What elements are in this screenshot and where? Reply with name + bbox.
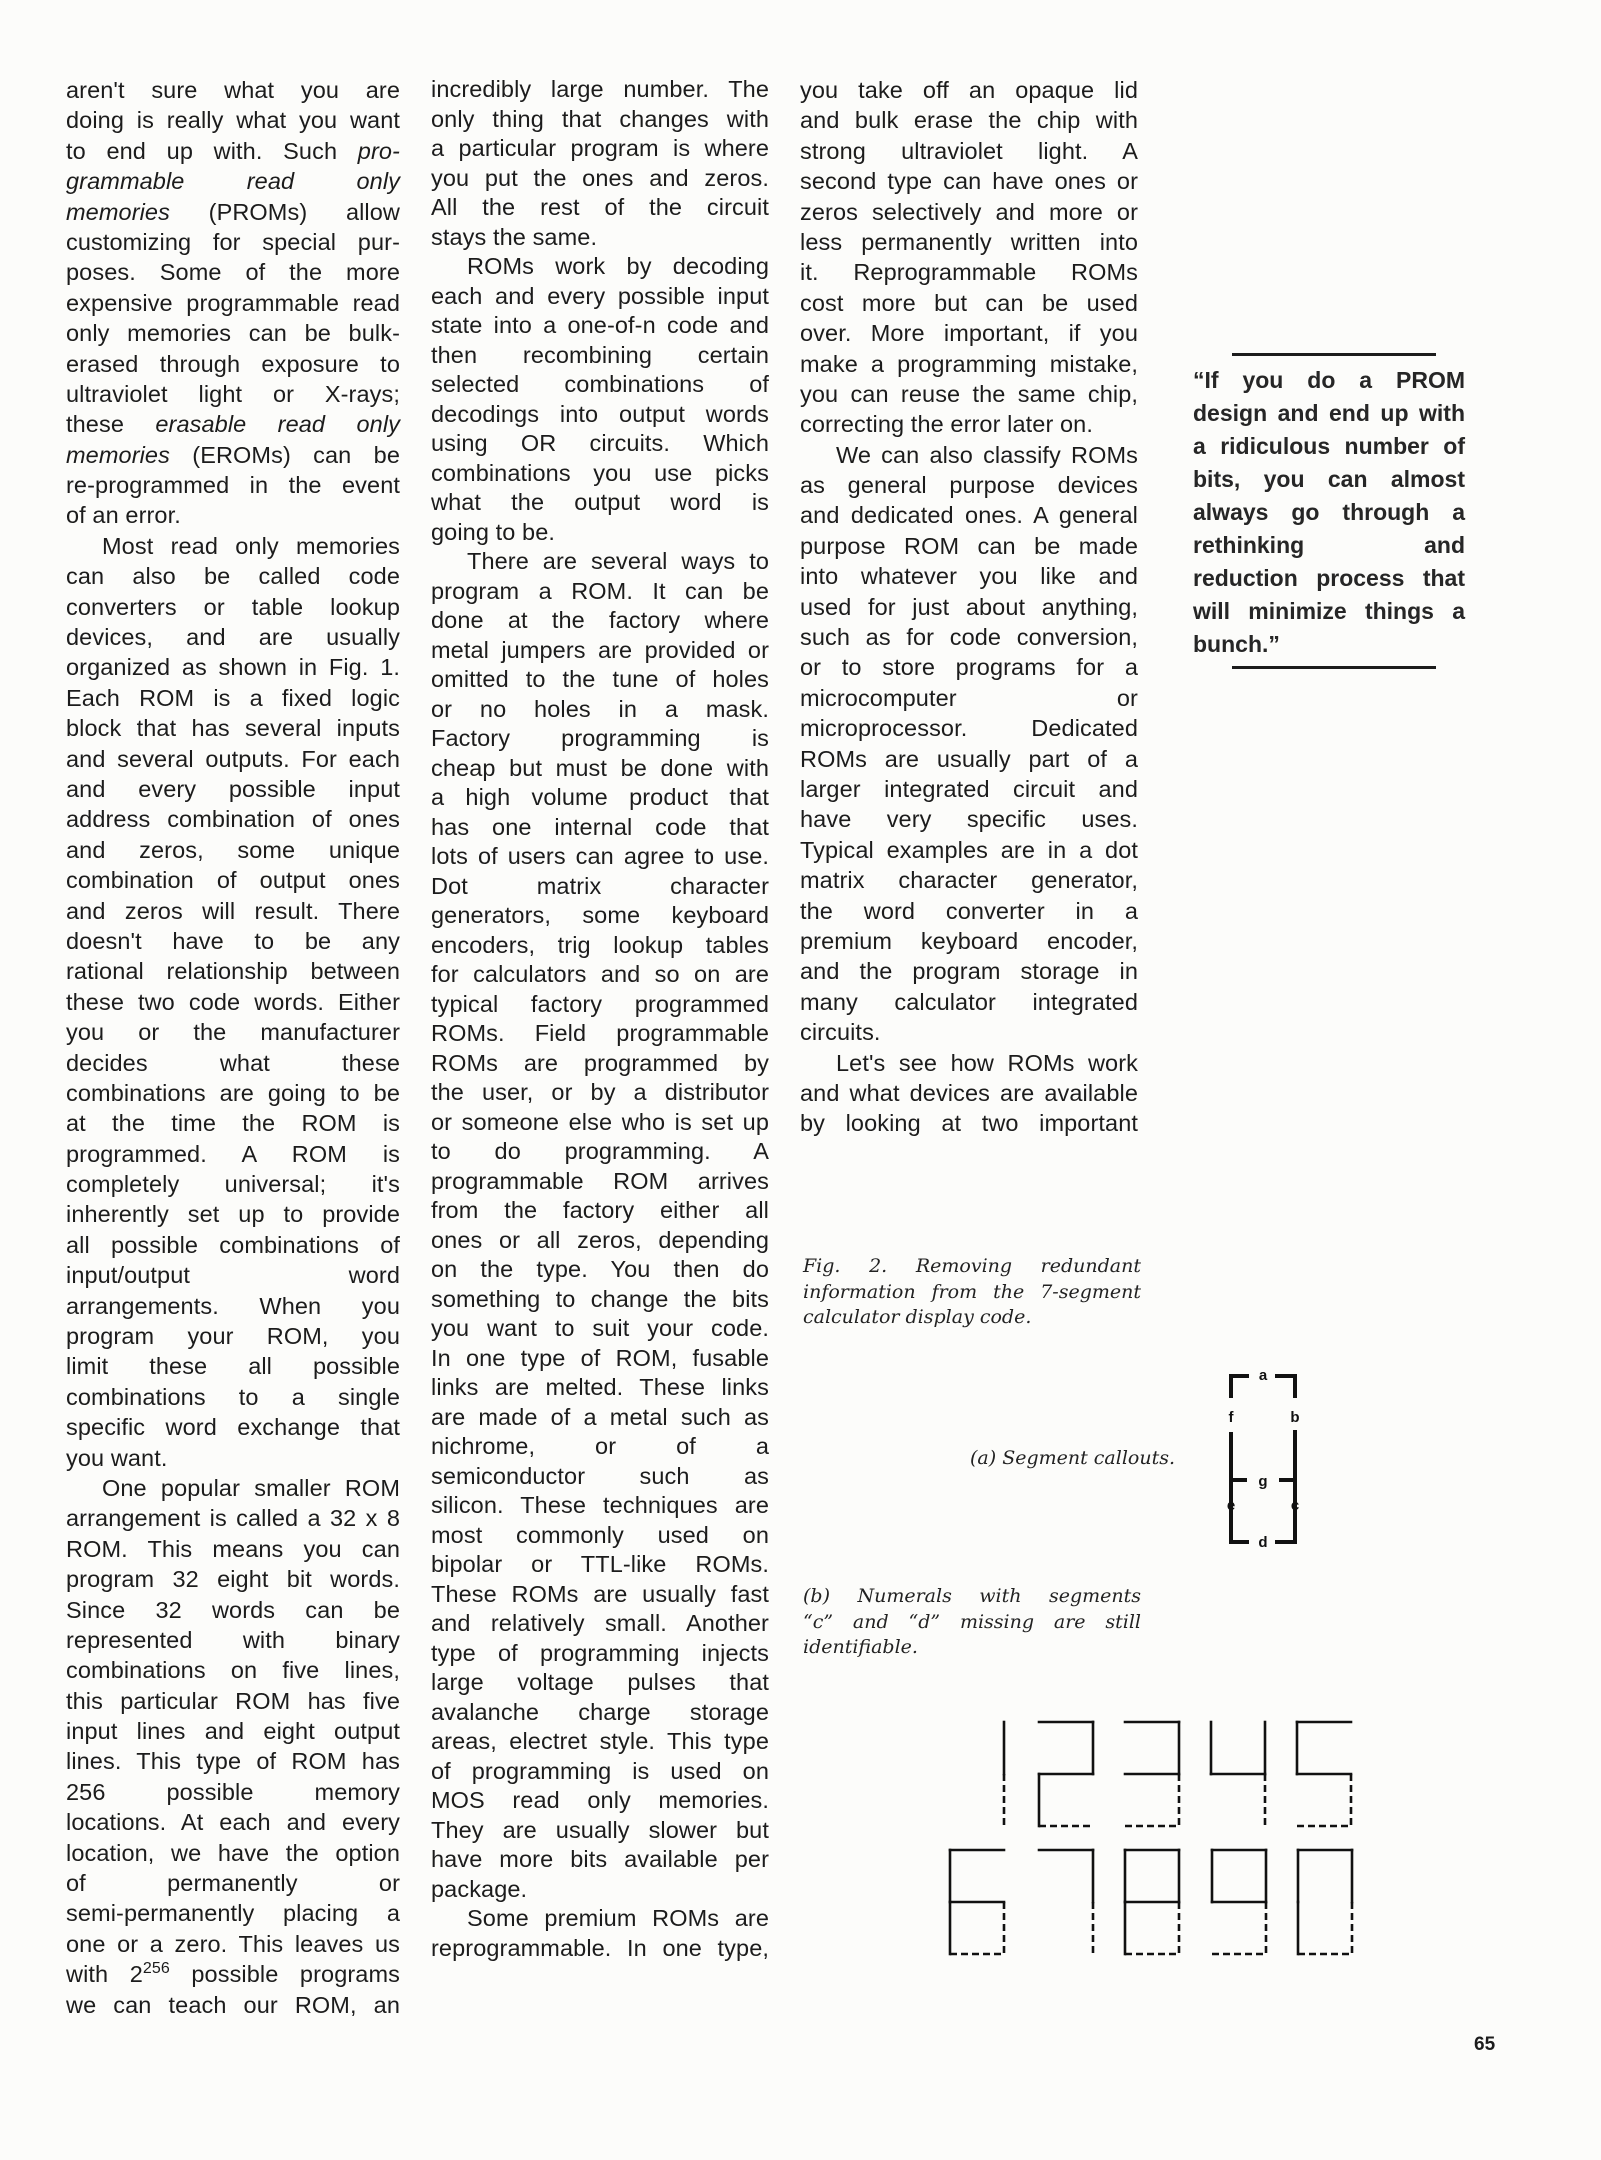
segment-label-g: g [1258,1473,1268,1490]
text-line: information from the 7-segment [803,1280,1141,1303]
text-line: decides what these [66,1049,400,1076]
italic-text: memories [66,198,170,225]
text-line: poses. Some of the more [66,259,400,286]
text-line: you take off an opaque lid [800,77,1138,103]
text-run: (PROMs) allow [169,198,400,225]
text-line: strong ultraviolet light. A [800,137,1138,164]
text-line: only thing that changes with [431,105,769,132]
text-line: or no holes in a mask. [431,695,769,722]
text-line: reduction process that [1193,565,1465,591]
text-line: inherently set up to provide [66,1201,400,1228]
text-line: links are melted. These links [431,1374,769,1400]
text-line: completely universal; it's [66,1171,400,1198]
text-line: re-programmed in the event [66,472,400,499]
text-line: We can also classify ROMs [836,441,1138,468]
text-line: over. More important, if you [800,320,1138,347]
text-line: locations. At each and every [66,1809,400,1836]
text-line: at the time the ROM is [66,1110,400,1137]
part-a-caption: (a) Segment callouts. [970,1447,1176,1469]
text-line: have more bits available per [431,1846,769,1872]
numeral-0 [1298,1850,1352,1954]
text-line: stays the same. [431,223,598,250]
text-line: into whatever you like and [800,563,1138,590]
italic-text: memories [66,441,170,468]
text-line: has one internal code that [431,813,769,840]
text-line: “If you do a PROM [1193,367,1465,393]
text-line: ones or all zeros, depending [431,1226,769,1253]
text-line: block that has several inputs [66,715,400,742]
text-line: devices, and are usually [66,624,400,651]
text-line: or to store programs for a [800,654,1138,681]
text-line: (b) Numerals with segments [803,1585,1141,1607]
text-line: location, we have the option [66,1839,400,1866]
text-run: to end up with. Such [66,137,358,164]
text-line: design and end up with [1193,400,1465,426]
italic-text: erasable read only [155,411,400,438]
text-line: of programming is used on [431,1757,769,1784]
numeral-9 [1212,1850,1266,1954]
numeral-4 [1211,1722,1265,1826]
text-line: bunch.” [1193,631,1280,657]
text-line: combinations to a single [66,1383,400,1410]
text-line: represented with binary [66,1626,400,1653]
numeral-7 [1039,1850,1093,1954]
text-line: There are several ways to [467,548,769,574]
text-line: microcomputer or [800,684,1138,711]
text-line: incredibly large number. The [431,76,769,102]
text-line: In one type of ROM, fusable [431,1344,769,1371]
numeral-3 [1125,1722,1179,1826]
text-line: of an error. [66,502,181,529]
text-line: ROMs. Field programmable [431,1020,769,1046]
text-line: bits, you can almost [1193,466,1465,492]
text-line: expensive programmable read [66,289,400,316]
text-line: cheap but must be done with [431,754,769,781]
segment-label-b: b [1290,1409,1300,1426]
text-run: (EROMs) can be [169,441,400,468]
text-line: rethinking and [1193,532,1465,558]
text-line: purpose ROM can be made [800,532,1138,559]
numeral-6 [950,1850,1004,1954]
text-line: less permanently written into [800,228,1138,255]
text-line: the user, or by a distributor [431,1079,769,1105]
page-number: 65 [1474,2034,1496,2055]
text-line: program a ROM. It can be [431,577,769,604]
text-line: address combination of ones [66,806,400,833]
text-line: omitted to the tune of holes [431,666,769,692]
text-line: then recombining certain [431,341,769,368]
text-line: make a programming mistake, [800,350,1138,377]
text-line: They are usually slower but [431,1816,769,1843]
text-line: encoders, trig lookup tables [431,931,769,958]
text-line: this particular ROM has five [66,1687,400,1714]
text-line: these two code words. Either [66,988,400,1015]
text-line: Fig. 2. Removing redundant [803,1255,1141,1277]
text-line: combinations are going to be [66,1079,400,1106]
text-line: ultraviolet light or X-rays; [66,380,400,407]
numeral-8 [1125,1850,1179,1954]
segment-label-c: c [1290,1497,1300,1514]
text-line: as general purpose devices [800,472,1138,499]
text-line: These ROMs are usually fast [431,1580,769,1607]
text-line: something to change the bits [431,1285,769,1312]
text-line: customizing for special pur- [66,228,400,255]
text-line: avalanche charge storage [431,1698,769,1725]
text-line: arrangement is called a 32 x 8 [66,1505,400,1532]
text-line: used for just about anything, [800,593,1138,620]
text-line: a particular program is where [431,135,769,161]
text-line: you can reuse the same chip, [800,380,1138,407]
text-line: done at the factory where [431,607,769,633]
text-line: by looking at two important [800,1110,1138,1137]
text-line: you or the manufacturer [66,1019,400,1046]
text-line: a ridiculous number of [1193,433,1465,459]
text-line: combination of output ones [66,867,400,894]
numeral-2 [1039,1722,1093,1826]
segment-label-e: e [1226,1497,1236,1514]
text-line: combinations you use picks [431,459,769,486]
text-line: zeros selectively and more or [800,198,1138,225]
text-line: Each ROM is a fixed logic [66,684,400,711]
text-line: input/output word [66,1262,400,1289]
text-line: Let's see how ROMs work [836,1049,1138,1076]
text-line: and bulk erase the chip with [800,107,1138,134]
text-line: aren't sure what you are [66,77,400,103]
text-line: we can teach our ROM, an [66,1991,400,2018]
segment-label-f: f [1228,1409,1234,1426]
text-line: state into a one-of-n code and [431,312,769,338]
text-line: ROMs are usually part of a [800,745,1138,772]
text-line: Some premium ROMs are [467,1905,769,1931]
text-line: can also be called code [66,563,400,590]
text-line: input lines and eight output [66,1718,400,1745]
text-line: you want to suit your code. [431,1315,769,1341]
text-line: combinations on five lines, [66,1657,400,1684]
text-line: and dedicated ones. A general [800,502,1138,529]
text-line: you put the ones and zeros. [431,164,769,191]
text-line: cost more but can be used [800,289,1138,316]
text-line: arrangements. When you [66,1292,400,1319]
text-line: “c” and “d” missing are still [803,1610,1141,1633]
text-line: 256 possible memory [66,1778,400,1805]
text-line: generators, some keyboard [431,902,769,928]
text-line: rational relationship between [66,958,400,985]
text-line: calculator display code. [803,1306,1032,1328]
text-line: organized as shown in Fig. 1. [66,654,400,681]
text-line: each and every possible input [431,282,769,309]
text-line: metal jumpers are provided or [431,636,769,663]
text-line: will minimize things a [1193,598,1465,624]
text-line: and relatively small. Another [431,1610,769,1636]
text-line: Dot matrix character [431,872,769,899]
text-line: doesn't have to be any [66,927,400,954]
text-line: lines. This type of ROM has [66,1748,400,1775]
text-line: nichrome, or of a [431,1433,769,1459]
text-line: one or a zero. This leaves us [66,1930,400,1957]
text-line: correcting the error later on. [800,411,1093,438]
text-line: doing is really what you want [66,107,400,134]
text-line: Since 32 words can be [66,1596,400,1623]
text-line: it. Reprogrammable ROMs [800,259,1138,286]
italic-text: pro- [357,137,400,164]
text-line: larger integrated circuit and [800,775,1138,802]
text-line: most commonly used on [431,1521,769,1548]
text-line: a high volume product that [431,784,769,810]
text-line: are made of a metal such as [431,1403,769,1430]
text-line: and the program storage in [800,958,1138,985]
segment-label-d: d [1258,1534,1268,1551]
text-line: limit these all possible [66,1353,400,1380]
segment-label-a: a [1258,1367,1268,1384]
text-line: One popular smaller ROM [102,1474,400,1501]
text-line: have very specific uses. [800,806,1138,833]
text-line: lots of users can agree to use. [431,843,769,869]
text-line: erased through exposure to [66,350,400,377]
text-line: to do programming. A [431,1138,769,1164]
text-line: you want. [66,1444,168,1471]
text-line: and zeros, some unique [66,836,400,863]
text-line: type of programming injects [431,1639,769,1666]
text-line: semiconductor such as [431,1462,769,1489]
text-line: package. [431,1875,528,1902]
text-line: semi-permanently placing a [66,1900,400,1927]
text-line: and several outputs. For each [66,745,400,772]
text-line: from the factory either all [431,1197,769,1223]
text-line: ROMs are programmed by [431,1049,769,1076]
text-line: program 32 eight bit words. [66,1566,400,1593]
superscript: 256 [142,1960,170,1978]
italic-text: grammable read only [66,168,400,195]
text-line: specific word exchange that [66,1414,400,1441]
text-line: Most read only memories [102,532,400,559]
text-line: what the output word is [431,489,769,515]
text-line: selected combinations of [431,371,769,397]
text-line: Factory programming is [431,725,769,751]
numeral-5 [1297,1722,1351,1826]
text-run: with 2 [66,1961,143,1988]
text-line: silicon. These techniques are [431,1492,769,1518]
text-line: many calculator integrated [800,988,1138,1015]
text-line: areas, electret style. This type [431,1728,769,1754]
text-line: converters or table lookup [66,593,400,620]
text-line: all possible combinations of [66,1231,400,1258]
text-line: bipolar or TTL-like ROMs. [431,1551,769,1577]
text-line: premium keyboard encoder, [800,927,1138,954]
text-line: MOS read only memories. [431,1787,769,1813]
text-line: only memories can be bulk- [66,320,400,347]
text-line: circuits. [800,1019,881,1046]
text-line: decodings into output words [431,400,769,427]
text-line: matrix character generator, [800,867,1138,894]
text-line: or someone else who is set up [431,1108,769,1135]
text-line: typical factory programmed [431,990,769,1017]
text-line: on the type. You then do [431,1256,769,1282]
text-line: reprogrammable. In one type, [431,1934,769,1961]
text-line: Typical examples are in a dot [800,836,1138,863]
text-line: ROMs work by decoding [467,253,769,279]
text-line: microprocessor. Dedicated [800,715,1138,742]
text-run: possible programs [169,1961,400,1988]
text-line: and every possible input [66,775,400,802]
text-line: the word converter in a [800,897,1138,924]
text-line: program your ROM, you [66,1323,400,1350]
text-line: large voltage pulses that [431,1669,769,1695]
text-line: using OR circuits. Which [431,430,769,456]
text-line: second type can have ones or [800,168,1138,195]
text-run: these [66,411,156,438]
text-line: ROM. This means you can [66,1535,400,1562]
text-line: and zeros will result. There [66,897,400,924]
text-line: identifiable. [803,1636,918,1658]
text-line: for calculators and so on are [431,961,769,987]
text-line: All the rest of the circuit [431,194,769,220]
text-line: such as for code conversion, [800,624,1138,651]
text-line: always go through a [1193,499,1465,525]
text-line: going to be. [431,518,556,545]
text-line: of permanently or [66,1870,400,1897]
text-line: and what devices are available [800,1079,1138,1106]
text-line: programmable ROM arrives [431,1167,769,1194]
text-line: programmed. A ROM is [66,1140,400,1167]
